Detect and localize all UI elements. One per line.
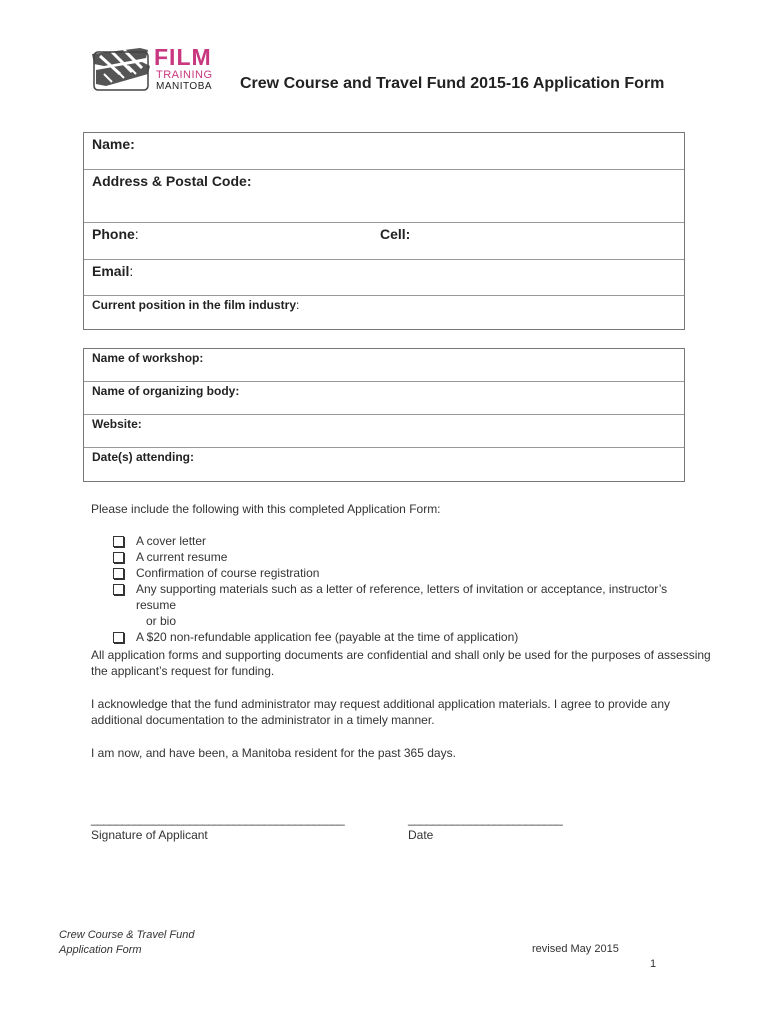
instructions-intro: Please include the following with this completed Application Form: <box>91 502 441 516</box>
workshop-row <box>84 349 684 382</box>
position-label: Current position in the film industry: <box>92 298 300 312</box>
form-title: Crew Course and Travel Fund 2015-16 Application Form <box>240 75 665 92</box>
position-row <box>84 296 684 329</box>
organizer-row <box>84 382 684 415</box>
address-row <box>84 170 684 223</box>
revision-date: revised May 2015 <box>532 943 619 955</box>
email-label: Email: <box>92 263 134 279</box>
list-item: A cover letter <box>113 533 693 549</box>
checkbox-icon <box>113 584 124 595</box>
logo-training-text: TRAINING <box>156 69 213 81</box>
checkbox-icon <box>113 568 124 579</box>
phone-row <box>84 223 684 260</box>
signature-label: Signature of Applicant <box>91 828 208 842</box>
checkbox-icon <box>113 632 124 643</box>
organizer-label: Name of organizing body: <box>92 384 240 398</box>
dates-row <box>84 448 684 481</box>
date-line: _________________________ <box>408 812 563 826</box>
dates-label: Date(s) attending: <box>92 450 194 464</box>
name-row <box>84 133 684 170</box>
email-row <box>84 260 684 296</box>
logo-film-text: FILM <box>154 44 212 70</box>
list-item: A current resume <box>113 549 693 565</box>
address-label: Address & Postal Code: <box>92 173 252 189</box>
workshop-label: Name of workshop: <box>92 351 204 365</box>
acknowledgement-statement: I acknowledge that the fund administrator may request additional application materials. I agree to provide any additional documentation to the administrator in a timely manner. <box>91 697 670 727</box>
list-item: Any supporting materials such as a letter of reference, letters of invitation or acceptance, instructor’s resume or bio <box>113 581 693 629</box>
checkbox-icon <box>113 552 124 563</box>
logo-hands-icon <box>90 44 152 94</box>
name-label: Name: <box>92 136 135 152</box>
list-item: Confirmation of course registration <box>113 565 693 581</box>
film-training-manitoba-logo <box>90 44 230 94</box>
phone-label: Phone: <box>92 226 139 242</box>
workshop-info-table <box>83 348 685 482</box>
page-number: 1 <box>650 958 657 970</box>
logo-manitoba-text: MANITOBA <box>156 81 213 92</box>
checkbox-icon <box>113 536 124 547</box>
applicant-info-table <box>83 132 685 330</box>
signature-line: _________________________________________ <box>91 812 345 826</box>
date-label: Date <box>408 828 434 842</box>
confidentiality-statement: All application forms and supporting documents are confidential and shall only be used for the purposes of assessing the applicant’s request for funding. <box>91 648 711 678</box>
cell-label: Cell: <box>380 226 411 242</box>
list-item: A $20 non-refundable application fee (payable at the time of application) <box>113 629 693 645</box>
website-label: Website: <box>92 417 142 431</box>
residency-statement: I am now, and have been, a Manitoba resident for the past 365 days. <box>91 746 456 760</box>
website-row <box>84 415 684 448</box>
footer-form-name: Crew Course & Travel Fund Application Form <box>59 929 195 956</box>
required-documents-list <box>113 533 693 645</box>
